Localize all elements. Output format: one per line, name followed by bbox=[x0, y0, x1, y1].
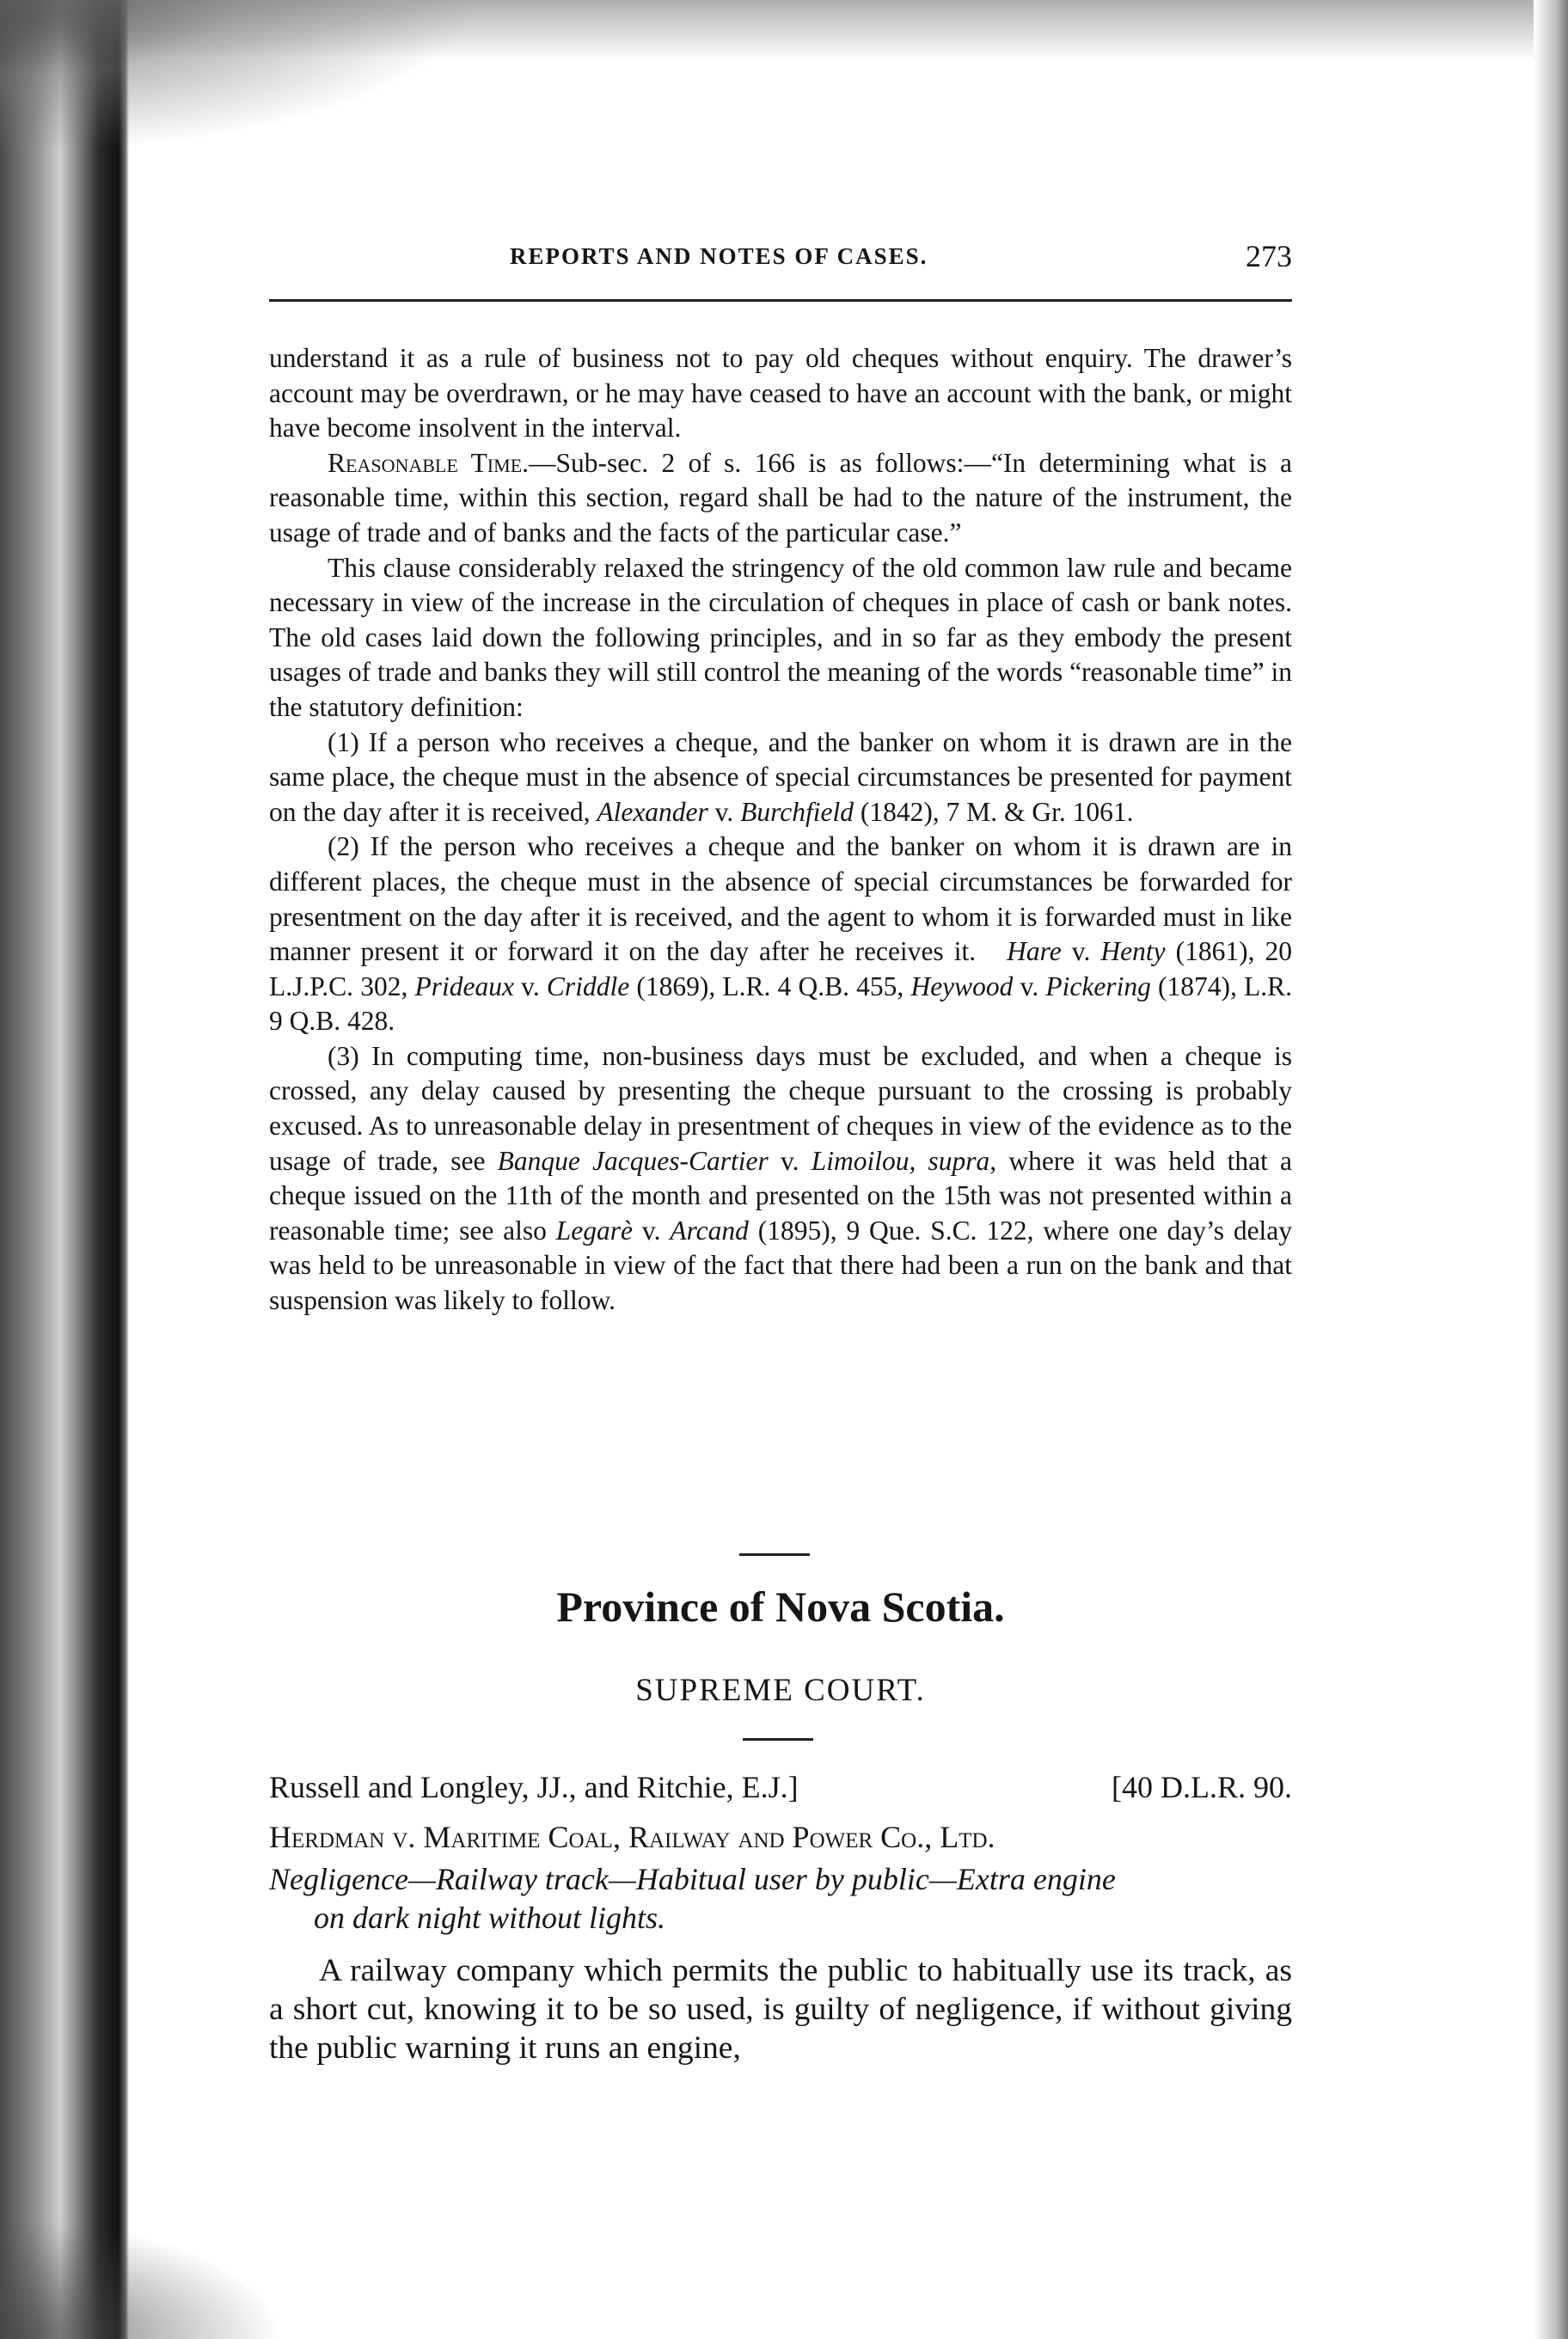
court-heading: SUPREME COURT. bbox=[635, 1673, 926, 1708]
paragraph: (3) In computing time, non-business days must be excluded, and when a cheque is crossed, any delay caused by presenting the cheque pursuant to the crossing is probably excused. As to unreasonable delay in presentment of cheques in view of the evidence as to the usage of trade, see Banque Jacques-Cartier v. Limoilou, supra, where it was held that a cheque issued on the 11th of the month and presented on the 15th was not presented within a reasonable time; see also Legarè v. Arcand (1895), 9 Que. S.C. 122, where one day’s delay was held to be unreasonable in view of the fact that there had been a run on the bank and that suspension was likely to follow. bbox=[269, 1040, 1293, 1316]
judges: Russell and Longley, JJ., and Ritchie, E.J.] bbox=[269, 1770, 799, 1804]
case-name: Criddle bbox=[546, 971, 630, 1001]
body-text bbox=[269, 341, 1292, 1319]
section-divider bbox=[743, 1738, 813, 1741]
running-head: REPORTS AND NOTES OF CASES. bbox=[510, 243, 928, 269]
paragraph: A railway company which permits the public to habitually use its track, as a short cut, knowing it to be so used, is guilty of negligence, if without giving the public warning it runs an engine, bbox=[269, 1953, 1292, 2066]
case-judges bbox=[269, 1769, 1292, 1805]
paragraph: Reasonable Time.—Sub-sec. 2 of s. 166 is as follows:—“In determining what is a reasonable time, within this section, regard shall be had to the nature of the instrument, the usage of trade and of banks and the facts of the particular case.” bbox=[269, 447, 1292, 548]
section-divider bbox=[739, 1553, 810, 1556]
case-name: Burchfield bbox=[740, 796, 854, 827]
headnote bbox=[269, 1860, 1292, 1938]
paragraph: (2) If the person who receives a cheque and the banker on whom it is drawn are in different places, the cheque must in the absence of special circumstances be forwarded for presentment on the day after it is received, and the agent to whom it is forwarded must in like manner present it or forward it on the day after he receives it. Hare v. Henty (1861), 20 L.J.P.C. 302, Prideaux v. Criddle (1869), L.R. 4 Q.B. 455, Heywood v. Pickering (1874), L.R. 9 Q.B. 428. bbox=[269, 831, 1293, 1037]
header-rule bbox=[269, 299, 1292, 302]
province-heading: Province of Nova Scotia. bbox=[556, 1583, 1005, 1631]
paragraph: (1) If a person who receives a cheque, and the banker on whom it is drawn are in the same place, the cheque must in the absence of special circumstances be presented for payment on the day after it is received, Alexander v. Burchfield (1842), 7 M. & Gr. 1061. bbox=[269, 726, 1292, 827]
case-holding bbox=[269, 1951, 1292, 2067]
case-name: Arcand bbox=[670, 1215, 749, 1246]
page-header bbox=[269, 239, 1292, 278]
section-label: Reasonable Time. bbox=[328, 447, 530, 478]
scan-bottom-shadow bbox=[0, 2219, 284, 2339]
page-number: 273 bbox=[1246, 239, 1292, 273]
scan-right-edge bbox=[1534, 0, 1568, 2339]
case-name: Pickering bbox=[1045, 971, 1151, 1001]
case-name: Legarè bbox=[555, 1215, 634, 1246]
case-name: Banque Jacques-Cartier bbox=[497, 1145, 769, 1176]
headnote-line: Negligence—Railway track—Habitual user by public—Extra engine bbox=[269, 1862, 1116, 1896]
case-name: Limoilou, supra, bbox=[811, 1145, 997, 1176]
case-name: Alexander bbox=[597, 796, 708, 827]
paragraph: This clause considerably relaxed the stringency of the old common law rule and became necessary in view of the increase in the circulation of cheques in place of cash or bank notes. The old cases laid down the following principles, and in so far as they embody the present usages of trade and banks they will still control the meaning of the words “reasonable time” in the statutory definition: bbox=[269, 552, 1292, 722]
scan-top-edge bbox=[0, 0, 1568, 60]
paragraph: understand it as a rule of business not to pay old cheques without enquiry. The drawer’s account may be overdrawn, or he may have ceased to have an account with the bank, or might have become insolvent in the interval. bbox=[269, 343, 1292, 444]
book-binding-shadow bbox=[0, 0, 129, 2339]
case-name: Prideaux bbox=[414, 971, 514, 1001]
case-title: Herdman v. Maritime Coal, Railway and Power Co., Ltd. bbox=[269, 1820, 995, 1854]
case-name: Heywood bbox=[910, 971, 1014, 1001]
case-name: Hare bbox=[1007, 936, 1062, 967]
report-citation: [40 D.L.R. 90. bbox=[1112, 1770, 1292, 1804]
headnote-line: on dark night without lights. bbox=[314, 1901, 666, 1935]
case-name: Henty bbox=[1100, 936, 1166, 967]
